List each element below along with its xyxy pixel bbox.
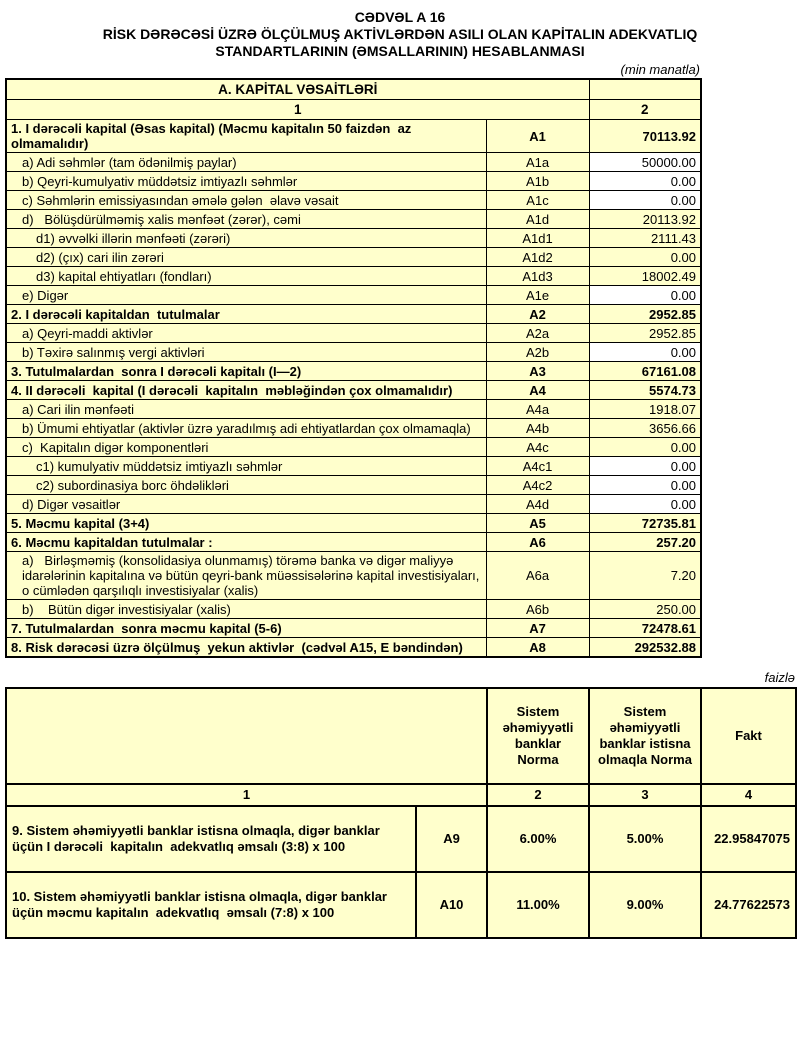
row-label-cell: c) Kapitalın digər komponentləri: [6, 438, 486, 457]
table-row: [6, 514, 701, 533]
row-label-cell: 8. Risk dərəcəsi üzrə ölçülmuş yekun aktivlər (cədvəl A15, E bəndindən): [6, 638, 486, 658]
table-row: [6, 457, 701, 476]
row-code-cell: A5: [486, 514, 589, 533]
section-header-empty-cell: [589, 79, 701, 100]
row-label-cell: 6. Məcmu kapitaldan tutulmalar :: [6, 533, 486, 552]
row-label-cell: 4. II dərəcəli kapital (I dərəcəli kapitalın məbləğindən çox olmamalıdır): [6, 381, 486, 400]
header-norma-sistem-cell: Sistem əhəmiyyətli banklar Norma: [487, 688, 589, 784]
row-code-cell: A3: [486, 362, 589, 381]
table-row: [6, 552, 701, 600]
row-label-cell: 9. Sistem əhəmiyyətli banklar istisna olmaqla, digər banklar üçün I dərəcəli kapitalın adekvatlıq əmsalı (3:8) x 100: [6, 806, 416, 872]
capital-table-section-header-row: [6, 79, 701, 100]
column-number-cell: 3: [589, 784, 701, 806]
table-row: [6, 619, 701, 638]
row-label-cell: 7. Tutulmalardan sonra məcmu kapital (5-6): [6, 619, 486, 638]
header-norma-istisna-cell: Sistem əhəmiyyətli banklar istisna olmaqla Norma: [589, 688, 701, 784]
row-code-cell: A1c: [486, 191, 589, 210]
row-value-cell: 70113.92: [589, 120, 701, 153]
row-code-cell: A4a: [486, 400, 589, 419]
row-value-cell[interactable]: 0.00: [589, 457, 701, 476]
row-value-cell: 2952.85: [589, 305, 701, 324]
table-row: [6, 438, 701, 457]
row-label-cell: a) Cari ilin mənfəəti: [6, 400, 486, 419]
row-code-cell: A6: [486, 533, 589, 552]
row-value-cell[interactable]: 0.00: [589, 286, 701, 305]
table-row: [6, 419, 701, 438]
row-label-cell: c) Səhmlərin emissiyasından əmələ gələn əlavə vəsait: [6, 191, 486, 210]
capital-table: [5, 78, 702, 658]
row-value-cell[interactable]: 0.00: [589, 495, 701, 514]
column-number-cell: 4: [701, 784, 796, 806]
row-code-cell: A1e: [486, 286, 589, 305]
row-value-cell: 0.00: [589, 248, 701, 267]
row-value-cell: 67161.08: [589, 362, 701, 381]
row-label-cell: e) Digər: [6, 286, 486, 305]
column-number-cell: 1: [6, 784, 487, 806]
table-row: [6, 600, 701, 619]
row-code-cell: A1d3: [486, 267, 589, 286]
capital-table-column-number-row: [6, 100, 701, 120]
row-value-cell: 0.00: [589, 438, 701, 457]
row-code-cell: A2b: [486, 343, 589, 362]
row-code-cell: A4c: [486, 438, 589, 457]
row-value-cell: 7.20: [589, 552, 701, 600]
row-code-cell: A1: [486, 120, 589, 153]
row-code-cell: A10: [416, 872, 487, 938]
row-label-cell: d2) (çıx) cari ilin zərəri: [6, 248, 486, 267]
row-norma-sistem-cell: 11.00%: [487, 872, 589, 938]
row-code-cell: A6b: [486, 600, 589, 619]
row-value-cell: 1918.07: [589, 400, 701, 419]
row-code-cell: A4c2: [486, 476, 589, 495]
row-norma-istisna-cell: 9.00%: [589, 872, 701, 938]
row-value-cell: 2952.85: [589, 324, 701, 343]
table-row: [6, 476, 701, 495]
table-row: [6, 533, 701, 552]
row-label-cell: 10. Sistem əhəmiyyətli banklar istisna olmaqla, digər banklar üçün məcmu kapitalın adekvatlıq əmsalı (7:8) x 100: [6, 872, 416, 938]
table-row: [6, 153, 701, 172]
row-value-cell: 5574.73: [589, 381, 701, 400]
row-label-cell: a) Qeyri-maddi aktivlər: [6, 324, 486, 343]
ratio-table: [5, 687, 797, 939]
table-row: [6, 172, 701, 191]
row-value-cell[interactable]: 0.00: [589, 343, 701, 362]
row-label-cell: 3. Tutulmalardan sonra I dərəcəli kapitalı (I—2): [6, 362, 486, 381]
row-label-cell: c1) kumulyativ müddətsiz imtiyazlı səhmlər: [6, 457, 486, 476]
capital-table-body: [6, 79, 701, 657]
row-code-cell: A1a: [486, 153, 589, 172]
header-fakt-cell: Fakt: [701, 688, 796, 784]
row-label-cell: b) Ümumi ehtiyatlar (aktivlər üzrə yaradılmış adi ehtiyatlardan çox olmamaqla): [6, 419, 486, 438]
row-label-cell: 2. I dərəcəli kapitaldan tutulmalar: [6, 305, 486, 324]
row-code-cell: A6a: [486, 552, 589, 600]
row-label-cell: d) Digər vəsaitlər: [6, 495, 486, 514]
table-row: [6, 362, 701, 381]
ratio-table-column-number-row: [6, 784, 796, 806]
row-value-cell: 3656.66: [589, 419, 701, 438]
title-line-1: CƏDVƏL A 16: [354, 9, 446, 25]
row-value-cell[interactable]: 50000.00: [589, 153, 701, 172]
table-row: [6, 495, 701, 514]
row-label-cell: d3) kapital ehtiyatları (fondları): [6, 267, 486, 286]
row-code-cell: A1b: [486, 172, 589, 191]
row-code-cell: A4: [486, 381, 589, 400]
row-code-cell: A1d: [486, 210, 589, 229]
row-code-cell: A8: [486, 638, 589, 658]
row-code-cell: A4d: [486, 495, 589, 514]
table-row: [6, 286, 701, 305]
row-fakt-cell: 24.77622573: [701, 872, 796, 938]
row-value-cell: 2111.43: [589, 229, 701, 248]
table-row: [6, 305, 701, 324]
row-label-cell: b) Qeyri-kumulyativ müddətsiz imtiyazlı səhmlər: [6, 172, 486, 191]
row-value-cell[interactable]: 0.00: [589, 476, 701, 495]
title-line-2: RİSK DƏRƏCƏSİ ÜZRƏ ÖLÇÜLMUŞ AKTİVLƏRDƏN ASILI OLAN KAPİTALIN ADEKVATLIQ: [102, 26, 698, 42]
row-code-cell: A2: [486, 305, 589, 324]
table-row: [6, 872, 796, 938]
table-row: [6, 806, 796, 872]
table-row: [6, 381, 701, 400]
row-code-cell: A4c1: [486, 457, 589, 476]
row-label-cell: 5. Məcmu kapital (3+4): [6, 514, 486, 533]
row-code-cell: A7: [486, 619, 589, 638]
table-row: [6, 210, 701, 229]
row-value-cell: 72735.81: [589, 514, 701, 533]
row-label-cell: b) Təxirə salınmış vergi aktivləri: [6, 343, 486, 362]
row-code-cell: A1d1: [486, 229, 589, 248]
row-label-cell: a) Adi səhmlər (tam ödənilmiş paylar): [6, 153, 486, 172]
column-number-cell: 2: [589, 100, 701, 120]
row-value-cell: 257.20: [589, 533, 701, 552]
row-norma-sistem-cell: 6.00%: [487, 806, 589, 872]
table-row: [6, 400, 701, 419]
table-row: [6, 324, 701, 343]
ratio-table-header-row: [6, 688, 796, 784]
row-label-cell: d) Bölüşdürülməmiş xalis mənfəət (zərər), cəmi: [6, 210, 486, 229]
row-fakt-cell: 22.95847075: [701, 806, 796, 872]
table-row: [6, 343, 701, 362]
row-label-cell: a) Birləşməmiş (konsolidasiya olunmamış) törəmə banka və digər maliyyə idarələrinin kapitalına və bütün qeyri-bank müəssisələrinə kapital investisiyaları, o cümlədən qarşılıqlı investisiyalar (xalis): [6, 552, 486, 600]
row-code-cell: A2a: [486, 324, 589, 343]
row-label-cell: c2) subordinasiya borc öhdəlikləri: [6, 476, 486, 495]
row-value-cell[interactable]: 0.00: [589, 172, 701, 191]
row-label-cell: d1) əvvəlki illərin mənfəəti (zərəri): [6, 229, 486, 248]
section-header-cell: A. KAPİTAL VƏSAİTLƏRİ: [6, 79, 589, 100]
column-number-cell: 1: [6, 100, 589, 120]
title-line-3: STANDARTLARININ (ƏMSALLARININ) HESABLANMASI: [215, 43, 585, 59]
row-label-cell: b) Bütün digər investisiyalar (xalis): [6, 600, 486, 619]
row-code-cell: A4b: [486, 419, 589, 438]
row-value-cell: 72478.61: [589, 619, 701, 638]
table-row: [6, 638, 701, 658]
ratio-table-body: [6, 688, 796, 938]
row-code-cell: A1d2: [486, 248, 589, 267]
row-value-cell[interactable]: 0.00: [589, 191, 701, 210]
table-row: [6, 229, 701, 248]
table-row: [6, 120, 701, 153]
table-row: [6, 248, 701, 267]
row-value-cell: 292532.88: [589, 638, 701, 658]
row-label-cell: 1. I dərəcəli kapital (Əsas kapital) (Məcmu kapitalın 50 faizdən az olmamalıdır): [6, 120, 486, 153]
row-value-cell: 20113.92: [589, 210, 701, 229]
header-empty-cell: [6, 688, 487, 784]
table-row: [6, 267, 701, 286]
unit-note-money: (min manatla): [620, 62, 700, 77]
report-title: [0, 0, 800, 60]
row-code-cell: A9: [416, 806, 487, 872]
table-row: [6, 191, 701, 210]
row-value-cell: 18002.49: [589, 267, 701, 286]
row-value-cell: 250.00: [589, 600, 701, 619]
row-norma-istisna-cell: 5.00%: [589, 806, 701, 872]
unit-note-percent: faizlə: [764, 670, 795, 685]
column-number-cell: 2: [487, 784, 589, 806]
